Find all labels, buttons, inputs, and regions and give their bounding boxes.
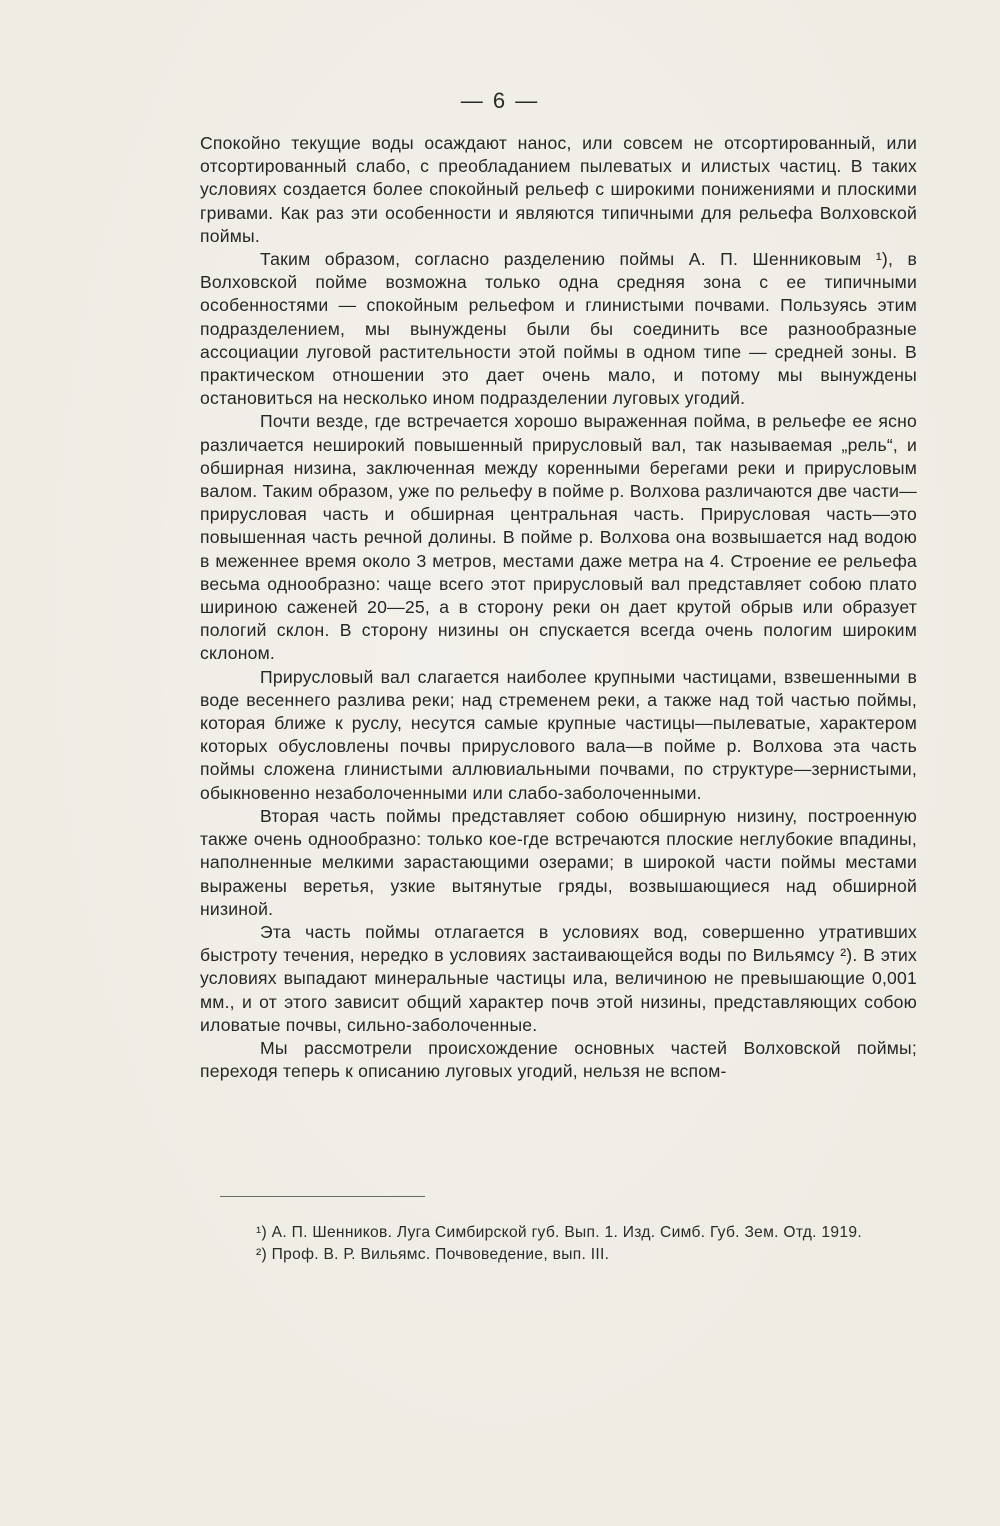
paragraph: Вторая часть поймы представляет собою обширную низину, построенную также очень однообразно: только кое-где встречаются плоские неглубокие впадины, наполненные мелкими зарастающими озерами; в широкой части поймы местами выражены веретья, узкие вытянутые гряды, возвышающиеся над обширной низиной. — [200, 805, 917, 919]
page-number: — 6 — — [460, 88, 540, 113]
paragraph: Таким образом, согласно разделению поймы А. П. Шенниковым ¹), в Волховской пойме возможна только одна средняя зона с ее типичными особенностями — спокойным рельефом и глинистыми почвами. Пользуясь этим подразделением, мы вынуждены были бы соединить все разнообразные ассоциации луговой растительности этой поймы в одном типе — средней зоны. В практическом отношении это дает очень мало, и потому мы вынуждены остановиться на несколько ином подразделении луговых угодий. — [200, 249, 917, 409]
footnote: ¹) А. П. Шенников. Луга Симбирской губ. Вып. 1. Изд. Симб. Губ. Зем. Отд. 1919. — [256, 1224, 862, 1241]
paragraph: Спокойно текущие воды осаждают нанос, или совсем не отсортированный, или отсортированный слабо, с преобладанием пылеватых и илистых частиц. В таких условиях создается более спокойный рельеф с широкими понижениями и плоскими гривами. Как раз эти особенности и являются типичными для рельефа Волховской поймы. — [200, 133, 917, 246]
paragraph: Прирусловый вал слагается наиболее крупными частицами, взвешенными в воде весеннего разлива реки; над стременем реки, а также над той частью поймы, которая ближе к руслу, несутся самые крупные частицы—пылеватые, характером которых обусловлены почвы прируслового вала—в пойме р. Волхова эта часть поймы сложена глинистыми аллювиальными почвами, по структуре—зернистыми, обыкновенно незаболоченными или слабо-заболоченными. — [200, 666, 917, 803]
paragraph: Эта часть поймы отлагается в условиях вод, совершенно утративших быстроту течения, нередко в условиях застаивающейся воды по Вильямсу ²). В этих условиях выпадают минеральные частицы ила, величиною не превышающие 0,001 мм., и от этого зависит общий характер почв этой низины, представляющих собою иловатые почвы, сильно-заболоченные. — [200, 921, 917, 1035]
paragraph: Мы рассмотрели происхождение основных частей Волховской поймы; переходя теперь к описанию луговых угодий, нельзя не вспом- — [200, 1037, 917, 1082]
footnote-divider — [220, 1196, 425, 1197]
footnotes — [204, 1222, 920, 1265]
body-text — [200, 132, 917, 1083]
paragraph: Почти везде, где встречается хорошо выраженная пойма, в рельефе ее ясно различается неширокий повышенный прирусловый вал, так называемая „рель“, и обширная низина, заключенная между коренными берегами реки и прирусловым валом. Таким образом, уже по рельефу в пойме р. Волхова различаются две части—прирусловая часть и обширная центральная часть. Прирусловая часть—это повышенная часть речной долины. В пойме р. Волхова она возвышается над водою в меженнее время около 3 метров, местами даже метра на 4. Строение ее рельефа весьма однообразно: чаще всего этот прирусловый вал представляет собою плато шириною саженей 20—25, а в сторону реки он дает крутой обрыв или образует пологий склон. В сторону низины он спускается всегда очень пологим широким склоном. — [200, 411, 917, 664]
footnote: ²) Проф. В. Р. Вильямс. Почвоведение, вып. III. — [256, 1245, 610, 1263]
